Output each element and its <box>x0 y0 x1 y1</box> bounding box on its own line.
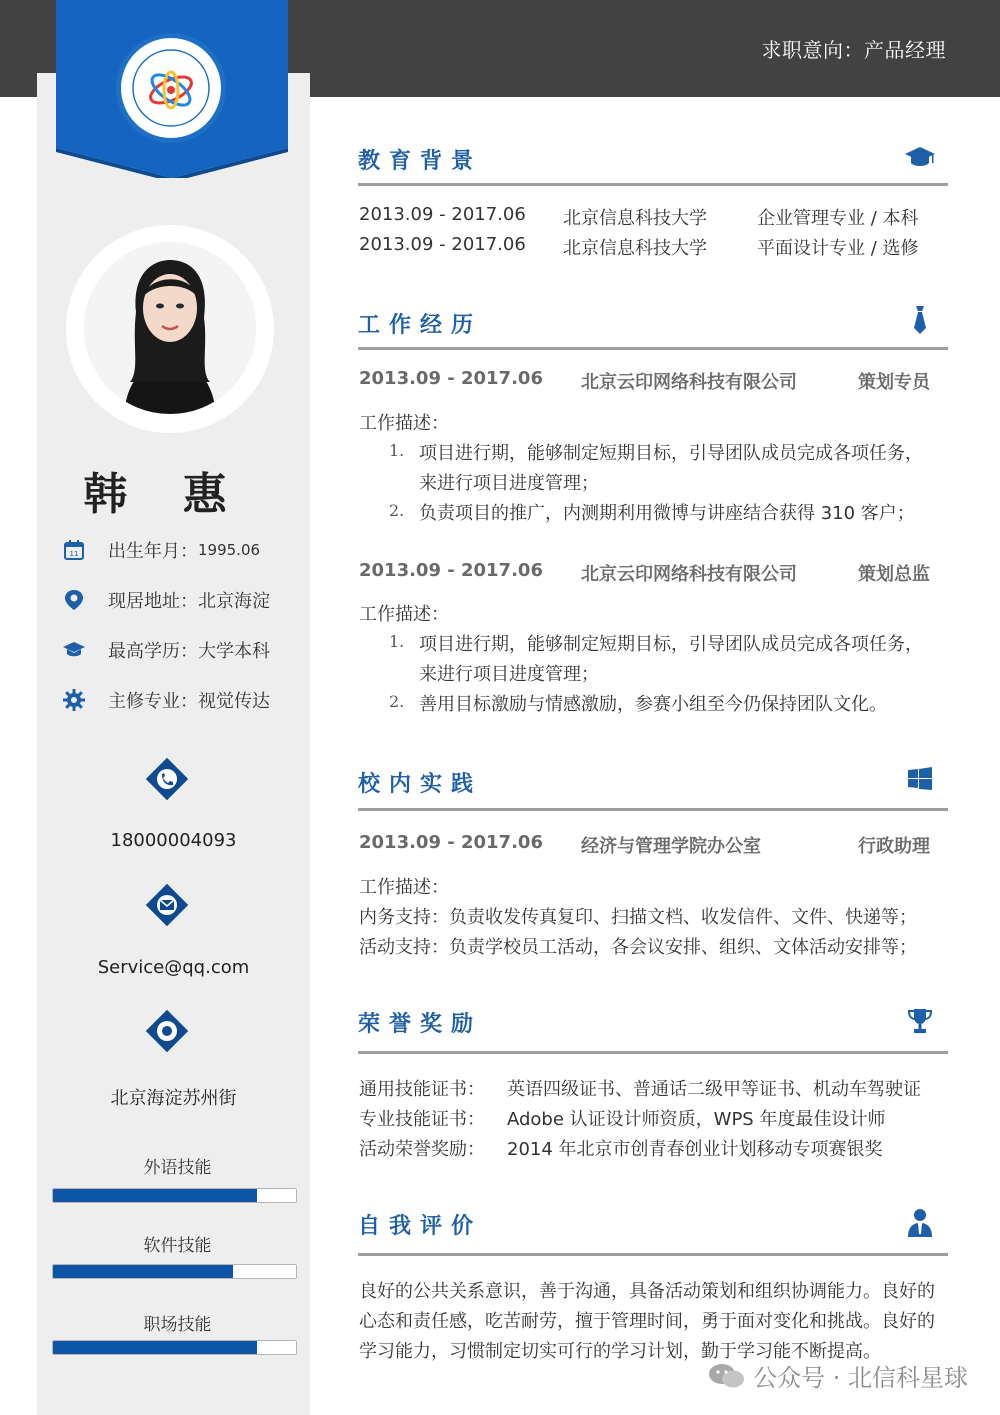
self-eval-line: 良好的公共关系意识，善于沟通，具备活动策划和组织协调能力。良好的 <box>359 1281 935 1302</box>
home-address: 北京海淀苏州街 <box>110 1088 237 1109</box>
job-company: 北京云印网络科技有限公司 <box>581 372 797 393</box>
skill-label: 软件技能 <box>143 1236 212 1256</box>
skill-fill <box>53 1341 257 1354</box>
job-role: 策划专员 <box>858 372 930 393</box>
skill-fill <box>53 1265 233 1278</box>
edu-school: 北京信息科技大学 <box>563 208 707 229</box>
list-number: 1. <box>389 632 405 651</box>
info-label: 最高学历： <box>108 641 198 662</box>
practice-line: 内务支持：负责收发传真复印、扫描文档、收发信件、文件、快递等； <box>359 907 917 928</box>
info-label: 出生年月： <box>108 541 198 562</box>
phone-number: 18000004093 <box>110 830 237 851</box>
gear-icon <box>62 688 86 712</box>
award-label: 通用技能证书： <box>359 1079 485 1100</box>
edu-major: 平面设计专业 / 选修 <box>757 238 919 259</box>
email-icon <box>144 882 190 928</box>
graduation-cap-icon <box>903 140 937 174</box>
job-intention: 求职意向：产品经理 <box>761 38 946 62</box>
award-label: 专业技能证书： <box>359 1109 485 1130</box>
skill-label: 外语技能 <box>143 1158 212 1178</box>
practice-line: 活动支持：负责学校员工活动，各会议安排、组织、文体活动安排等； <box>359 937 917 958</box>
practice-role: 行政助理 <box>858 836 930 857</box>
info-value: 北京海淀 <box>198 591 270 612</box>
self-eval-line: 学习能力，习惯制定切实可行的学习计划，勤于学习能不断提高。 <box>359 1341 881 1362</box>
section-divider <box>358 1051 948 1054</box>
trophy-icon <box>903 1004 937 1038</box>
section-divider <box>358 347 948 350</box>
job-period: 2013.09 - 2017.06 <box>359 368 543 389</box>
edu-period: 2013.09 - 2017.06 <box>359 204 526 225</box>
job-desc-item-cont: 来进行项目进度管理； <box>419 664 599 685</box>
job-desc-item: 项目进行期，能够制定短期目标，引导团队成员完成各项任务， <box>419 634 923 655</box>
svg-text:11: 11 <box>69 550 79 558</box>
info-birth <box>62 536 260 564</box>
award-value: 英语四级证书、普通话二级甲等证书、机动车驾驶证 <box>507 1079 921 1100</box>
job-desc-item: 项目进行期，能够制定短期目标，引导团队成员完成各项任务， <box>419 443 923 464</box>
skill-bar-software <box>52 1264 297 1279</box>
section-title-self-eval: 自我评价 <box>358 1214 483 1239</box>
job-desc-item-cont: 来进行项目进度管理； <box>419 473 599 494</box>
info-label: 现居地址： <box>108 591 198 612</box>
edu-school: 北京信息科技大学 <box>563 238 707 259</box>
skill-bar-workplace <box>52 1340 297 1355</box>
info-major <box>62 686 270 714</box>
info-value: 大学本科 <box>198 641 270 662</box>
phone-icon <box>144 756 190 802</box>
list-number: 2. <box>389 692 405 711</box>
graduation-cap-icon <box>62 638 86 662</box>
watermark-text: 公众号 · 北信科星球 <box>753 1364 968 1392</box>
list-number: 2. <box>389 501 405 520</box>
info-label: 主修专业： <box>108 691 198 712</box>
edu-major: 企业管理专业 / 本科 <box>757 208 919 229</box>
job-desc-label: 工作描述： <box>359 413 449 434</box>
wechat-icon <box>707 1361 747 1391</box>
section-title-education: 教育背景 <box>358 149 483 174</box>
job-company: 北京云印网络科技有限公司 <box>581 564 797 585</box>
skill-fill <box>53 1189 257 1202</box>
award-value: Adobe 认证设计师资质，WPS 年度最佳设计师 <box>507 1109 886 1130</box>
email-address: Service@qq.com <box>97 957 250 978</box>
location-pin-icon <box>62 588 86 612</box>
section-title-work: 工作经历 <box>358 313 483 338</box>
award-value: 2014 年北京市创青春创业计划移动专项赛银奖 <box>507 1139 883 1160</box>
job-period: 2013.09 - 2017.06 <box>359 560 543 581</box>
practice-org: 经济与管理学院办公室 <box>581 836 761 857</box>
info-value: 1995.06 <box>198 541 261 559</box>
info-education <box>62 636 270 664</box>
edu-period: 2013.09 - 2017.06 <box>359 234 526 255</box>
location-icon <box>144 1008 190 1054</box>
tie-icon <box>903 303 937 337</box>
section-title-awards: 荣誉奖励 <box>358 1012 483 1037</box>
section-divider <box>358 183 948 186</box>
calendar-icon <box>62 538 86 562</box>
job-desc-item: 负责项目的推广，内测期利用微博与讲座结合获得 310 客户； <box>419 503 915 524</box>
skill-label: 职场技能 <box>143 1315 212 1335</box>
job-role: 策划总监 <box>858 564 930 585</box>
section-divider <box>358 808 948 811</box>
info-address <box>62 586 270 614</box>
award-label: 活动荣誉奖励： <box>359 1139 485 1160</box>
practice-period: 2013.09 - 2017.06 <box>359 832 543 853</box>
watermark <box>707 1358 968 1393</box>
info-value: 视觉传达 <box>198 691 270 712</box>
job-desc-label: 工作描述： <box>359 604 449 625</box>
candidate-name: 韩 惠 <box>83 469 247 520</box>
university-logo-emblem <box>121 38 221 138</box>
person-icon <box>903 1206 937 1240</box>
skill-bar-language <box>52 1188 297 1203</box>
section-title-practice: 校内实践 <box>358 772 483 797</box>
profile-photo <box>84 242 256 414</box>
practice-desc-label: 工作描述： <box>359 877 449 898</box>
self-eval-line: 心态和责任感，吃苦耐劳，擅于管理时间，勇于面对变化和挑战。良好的 <box>359 1311 935 1332</box>
list-number: 1. <box>389 441 405 460</box>
job-desc-item: 善用目标激励与情感激励，参赛小组至今仍保持团队文化。 <box>419 694 887 715</box>
section-divider <box>358 1253 948 1256</box>
windows-icon <box>903 762 937 796</box>
